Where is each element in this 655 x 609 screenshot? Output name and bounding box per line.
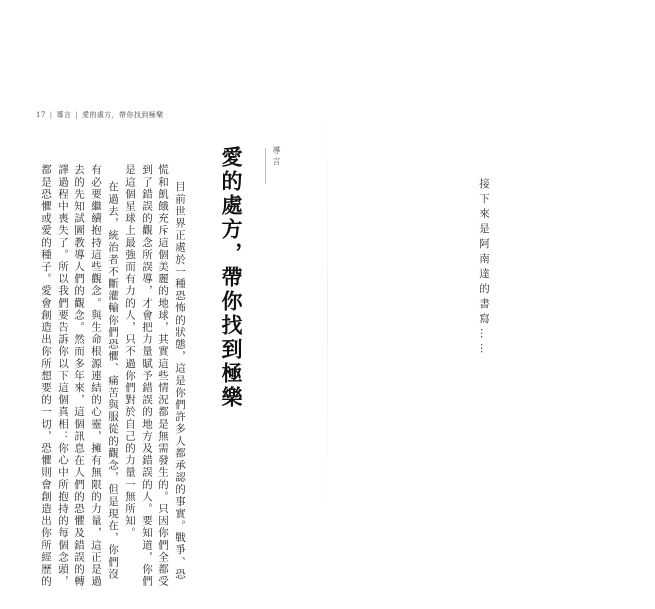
body-line: 是這個星球上最強而有力的人，只不過你們對於自己的力量一無所知。	[124, 164, 136, 540]
body-line: 譯過程中喪失了。所以我們要告訴你以下這個真相：你心中所抱持的每個念頭，	[57, 164, 69, 588]
page-gutter	[327, 95, 328, 525]
section-tag-rule	[265, 148, 266, 184]
body-line: 目前世界正處於一種恐怖的狀態，這是你們許多人都承認的事實。戰爭、恐	[174, 181, 186, 581]
body-line: 到了錯誤的觀念所誤導，才會把力量賦予錯誤的地方及錯誤的人。要知道，你們	[141, 164, 153, 588]
running-header	[36, 110, 163, 120]
header-separator: |	[75, 111, 79, 119]
body-line: 慌和飢餓充斥這個美麗的地球，其實這些情況都是無需發生的。只因你們全都受	[157, 164, 169, 588]
epigraph: 接下來是阿南達的書寫……	[478, 178, 490, 358]
header-separator: |	[49, 111, 53, 119]
body-line: 去的先知試圖教導人們的觀念。然而多年來，這個訊息在人們的恐懼及錯誤的轉	[73, 164, 85, 588]
header-section: 導言	[56, 111, 72, 119]
header-chapter: 愛的處方，帶你找到極樂	[82, 111, 164, 119]
body-line: 在過去，統治者不斷灌輸你們恐懼、痛苦與服從的觀念，但是現在，你們沒	[107, 181, 119, 581]
page-number: 17	[36, 111, 46, 119]
section-tag: 導言	[272, 146, 281, 168]
body-line: 都是恐懼或愛的種子。愛會創造出你所想要的一切，恐懼則會創造出你所經歷的	[40, 164, 52, 588]
chapter-title: 愛的處方，帶你找到極樂	[219, 146, 244, 410]
body-line: 有必要繼續抱持這些觀念。與生命根源連結的心靈，擁有無限的力量，這正是過	[90, 164, 102, 588]
